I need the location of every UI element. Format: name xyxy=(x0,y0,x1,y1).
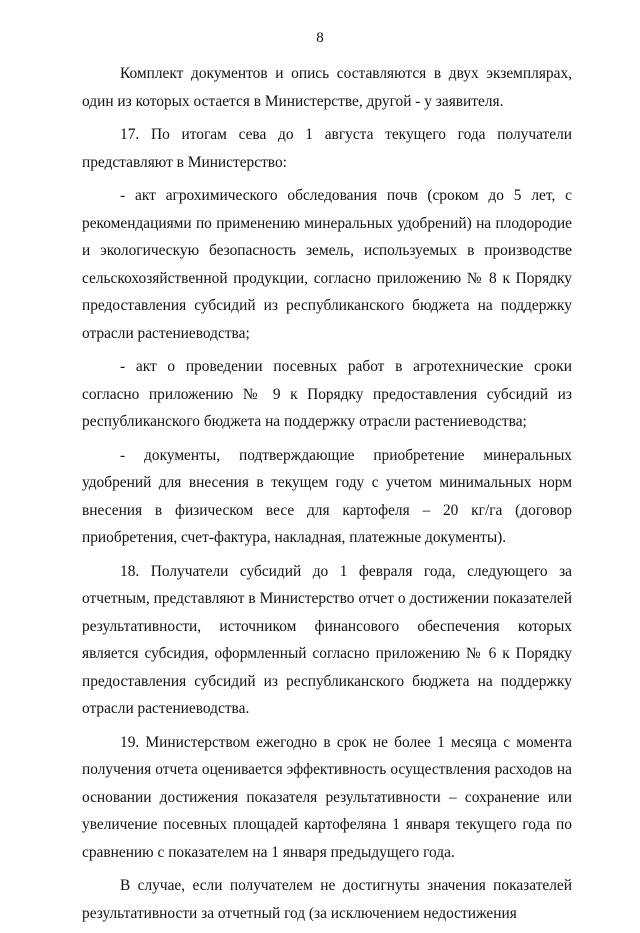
paragraph-case: В случае, если получателем не достигнуты значения показателей результативности за отчетный год (за исключением недостижения xyxy=(82,877,572,922)
paragraph-17: 17. По итогам сева до 1 августа текущего года получатели представляют в Министерство: xyxy=(82,126,572,171)
paragraph-agrochemical-act: - акт агрохимического обследования почв (сроком до 5 лет, с рекомендациями по применению минеральных удобрений) на плодородие и экологическую безопасность земель, используемых в производстве сельскохозяйственной продукции, согласно приложению № 8 к Порядку предоставления субсидий из республиканского бюджета на поддержку отрасли растениеводства; xyxy=(82,187,572,342)
page-number: 8 xyxy=(316,30,324,46)
paragraph-documents-set: Комплект документов и опись составляются в двух экземплярах, один из которых остается в Министерстве, другой - у заявителя. xyxy=(82,65,572,110)
paragraph-sowing-act: - акт о проведении посевных работ в агротехнические сроки согласно приложению № 9 к Порядку предоставления субсидий из республиканского бюджета на поддержку отрасли растениеводства; xyxy=(82,358,572,430)
paragraph-19: 19. Министерством ежегодно в срок не более 1 месяца с момента получения отчета оценивается эффективность осуществления расходов на основании достижения показателя результативности – сохранение или увеличение посевных площадей картофеляна 1 января текущего года по сравнению с показателем на 1 января предыдущего года. xyxy=(82,733,572,861)
paragraph-18: 18. Получатели субсидий до 1 февраля года, следующего за отчетным, представляют в Министерство отчет о достижении показателей результативности, источником финансового обеспечения которых является субсидия, оформленный согласно приложению № 6 к Порядку предоставления субсидий из республиканского бюджета на поддержку отрасли растениеводства. xyxy=(82,562,572,717)
document-body xyxy=(82,60,572,933)
paragraph-fertilizer-documents: - документы, подтверждающие приобретение минеральных удобрений для внесения в текущем году с учетом минимальных норм внесения в физическом весе для картофеля – 20 кг/га (договор приобретения, счет-фактура, накладная, платежные документы). xyxy=(82,446,572,546)
